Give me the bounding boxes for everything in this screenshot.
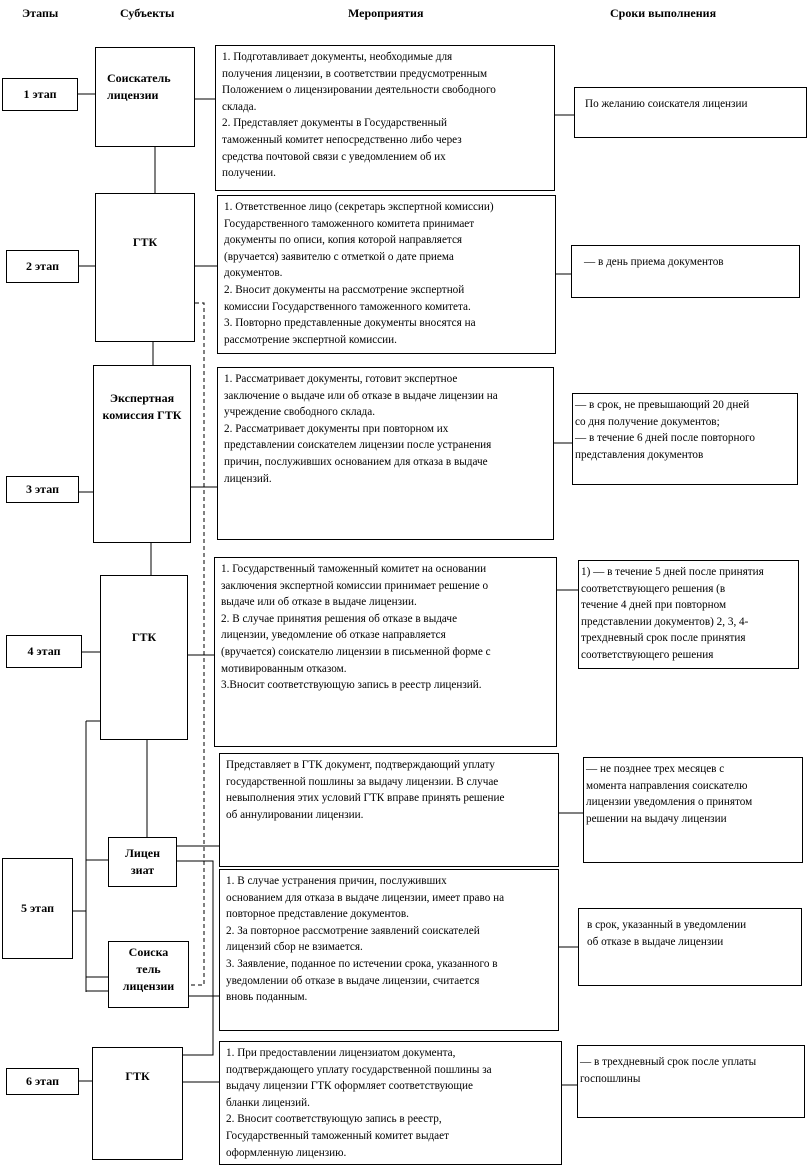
stage-4: 4 этап bbox=[6, 635, 82, 668]
term-stage6: — в трехдневный срок после уплаты госпошлины bbox=[577, 1045, 805, 1118]
term-stage5-applicant: в срок, указанный в уведомлении об отказе в выдаче лицензии bbox=[578, 908, 802, 986]
activity-stage5-applicant: 1. В случае устранения причин, послуживших основанием для отказа в выдаче лицензии, имеет право на повторное представление документов. 2. За повторное рассмотрение заявлений соискателей лицензий сбор не взимается. 3. Заявление, поданное по истечении срока, указанного в уведомлении об отказе в выдаче лицензии, считается вновь поданным. bbox=[219, 869, 559, 1031]
subject-licensee: Лицен зиат bbox=[108, 837, 177, 887]
subject-expert-commission: Экспертная комиссия ГТК bbox=[93, 365, 191, 543]
stage-6: 6 этап bbox=[6, 1068, 79, 1095]
header-subjects: Субъекты bbox=[120, 6, 175, 20]
header-terms: Сроки выполнения bbox=[610, 6, 717, 20]
header-activities: Мероприятия bbox=[348, 6, 424, 20]
stage-2: 2 этап bbox=[6, 250, 79, 283]
stage-5: 5 этап bbox=[2, 858, 73, 959]
activity-stage3: 1. Рассматривает документы, готовит экспертное заключение о выдаче или об отказе в выдаче лицензии на учреждение свободного склада. 2. Рассматривает документы при повторном их представлении соискателем лицензии после устранения причин, послуживших основанием для отказа в выдаче лицензий. bbox=[217, 367, 554, 540]
term-stage1: По желанию соискателя лицензии bbox=[574, 87, 807, 138]
activity-stage4: 1. Государственный таможенный комитет на основании заключения экспертной комиссии принимает решение о выдаче или об отказе в выдаче лицензии. 2. В случае принятия решения об отказе в выдаче лицензии, уведомление об отказе направляется (вручается) соискателю лицензии в письменной форме с мотивированным отказом. 3.Вносит соответствующую запись в реестр лицензий. bbox=[214, 557, 557, 747]
subject-gtk-stage6: ГТК bbox=[92, 1047, 183, 1160]
term-stage3: — в срок, не превышающий 20 дней со дня получение документов; — в течение 6 дней после повторного представления документов bbox=[572, 393, 798, 485]
term-stage4: 1) — в течение 5 дней после принятия соответствующего решения (в течение 4 дней при повторном представлении документов) 2, 3, 4- трехдневный срок после принятия соответствующего решения bbox=[578, 560, 799, 669]
stage-1: 1 этап bbox=[2, 78, 78, 111]
activity-stage2: 1. Ответственное лицо (секретарь экспертной комиссии) Государственного таможенного комитета принимает документы по описи, копия которой направляется (вручается) заявителю с отметкой о дате приема документов. 2. Вносит документы на рассмотрение экспертной комиссии Государственного таможенного комитета. 3. Повторно представленные документы вносятся на рассмотрение экспертной комиссии. bbox=[217, 195, 556, 354]
activity-stage1: 1. Подготавливает документы, необходимые для получения лицензии, в соответствии предусмотренным Положением о лицензировании деятельности свободного склада. 2. Представляет документы в Государственный таможенный комитет непосредственно либо через средства почтовой связи с уведомлением об их получении. bbox=[215, 45, 555, 191]
activity-stage5-licensee: Представляет в ГТК документ, подтверждающий уплату государственной пошлины за выдачу лицензии. В случае невыполнения этих условий ГТК вправе принять решение об аннулировании лицензии. bbox=[219, 753, 559, 867]
stage-3: 3 этап bbox=[6, 476, 79, 503]
header-stages: Этапы bbox=[22, 6, 59, 20]
subject-license-applicant: Соискатель лицензии bbox=[95, 47, 195, 147]
activity-stage6: 1. При предоставлении лицензиатом документа, подтверждающего уплату государственной пошлины за выдачу лицензии ГТК оформляет соответствующие бланки лицензий. 2. Вносит соответствующую запись в реестр, Государственный таможенный комитет выдает оформленную лицензию. bbox=[219, 1041, 562, 1165]
subject-license-applicant-stage5: Соиска тель лицензии bbox=[108, 941, 189, 1008]
term-stage5-licensee: — не позднее трех месяцев с момента направления соискателю лицензии уведомления о принятом решении на выдачу лицензии bbox=[583, 757, 803, 863]
subject-gtk-stage2: ГТК bbox=[95, 193, 195, 342]
subject-gtk-stage4: ГТК bbox=[100, 575, 188, 740]
term-stage2: — в день приема документов bbox=[571, 245, 800, 298]
